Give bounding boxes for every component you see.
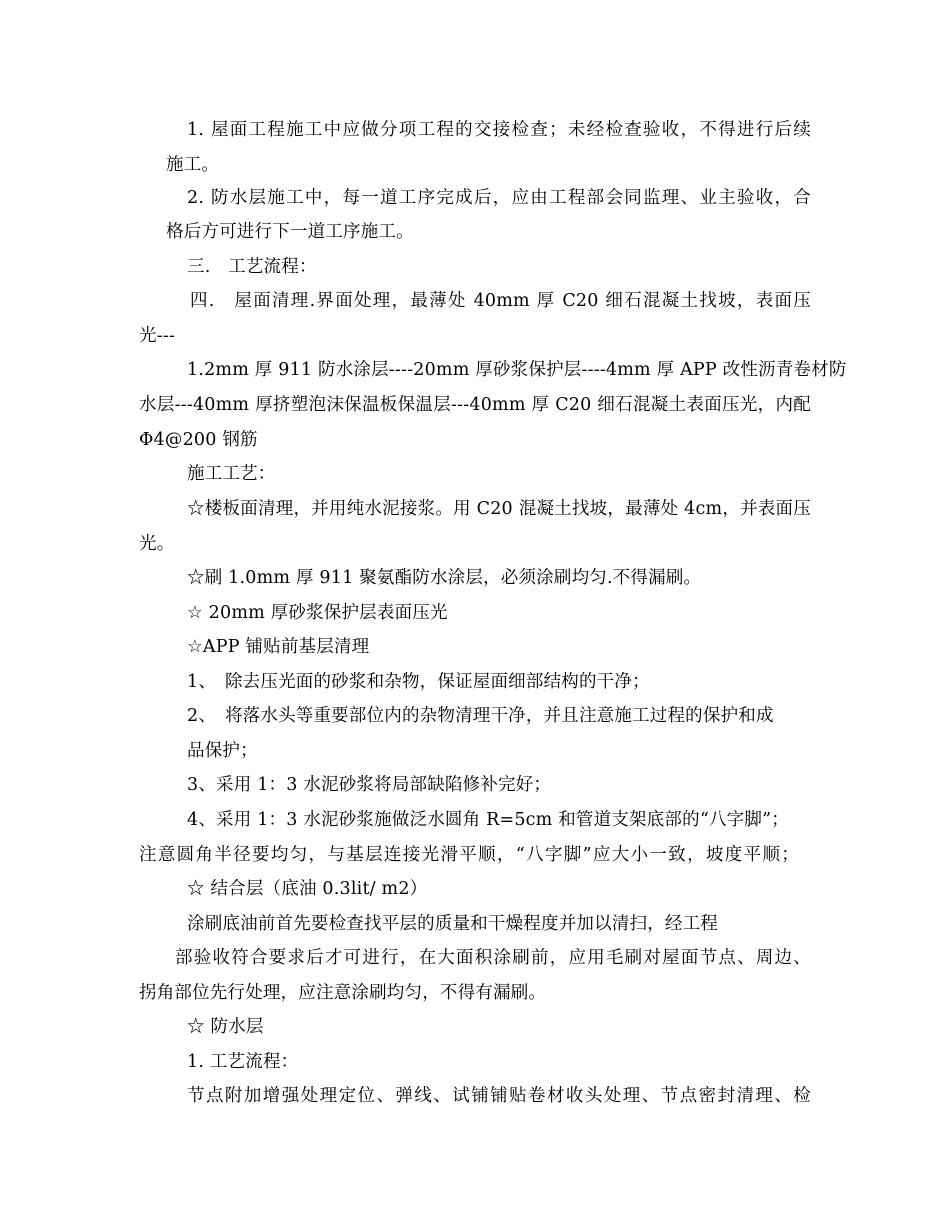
paragraph-line: 节点附加增强处理定位、弹线、试铺铺贴卷材收头处理、节点密封清理、检 <box>187 1086 811 1106</box>
paragraph-line: 1. 屋面工程施工中应做分项工程的交接检查；未经检查验收，不得进行后续 <box>187 120 811 140</box>
paragraph-line: 拐角部位先行处理，应注意涂刷均匀，不得有漏刷。 <box>139 983 547 1003</box>
paragraph-line: ☆刷 1.0mm 厚 911 聚氨酯防水涂层，必须涂刷均匀.不得漏刷。 <box>187 568 702 588</box>
paragraph-line: ☆ 防水层 <box>187 1017 264 1037</box>
paragraph-line: 施工。 <box>166 155 220 175</box>
paragraph-line: 1. 工艺流程： <box>187 1052 299 1072</box>
paragraph-line: 水层---40mm 厚挤塑泡沫保温板保温层---40mm 厚 C20 细石混凝土表面压光，内配 <box>139 395 811 415</box>
section-heading: 三. 工艺流程： <box>187 257 317 277</box>
paragraph-line: ☆楼板面清理，并用纯水泥接浆。用 C20 混凝土找坡，最薄处 4cm，并表面压 <box>187 499 811 519</box>
paragraph-line: 部验收符合要求后才可进行，在大面积涂刷前，应用毛刷对屋面节点、周边、 <box>175 948 811 968</box>
paragraph-line: 光--- <box>139 326 176 346</box>
paragraph-line: 四. 屋面清理.界面处理，最薄处 40mm 厚 C20 细石混凝土找坡，表面压 <box>190 291 811 311</box>
paragraph-line: ☆ 20mm 厚砂浆保护层表面压光 <box>187 603 448 623</box>
paragraph-line: ☆APP 铺贴前基层清理 <box>187 637 370 657</box>
paragraph-line: 格后方可进行下一道工序施工。 <box>166 222 414 242</box>
paragraph-line: 注意圆角半径要均匀，与基层连接光滑平顺，“八字脚”应大小一致，坡度平顺； <box>139 845 799 865</box>
list-item: 1、 除去压光面的砂浆和杂物，保证屋面细部结构的干净； <box>187 672 650 692</box>
subheading: 施工工艺： <box>187 464 276 484</box>
list-item: 4、采用 1：3 水泥砂浆施做泛水圆角 R=5cm 和管道支架底部的“八字脚”； <box>187 810 789 830</box>
list-item: 3、采用 1：3 水泥砂浆将局部缺陷修补完好； <box>187 775 552 795</box>
paragraph-line: Φ4@200 钢筋 <box>139 430 258 450</box>
paragraph-line: 1.2mm 厚 911 防水涂层----20mm 厚砂浆保护层----4mm 厚 APP 改性沥青卷材防 <box>187 360 847 380</box>
paragraph-line: 涂刷底油前首先要检查找平层的质量和干燥程度并加以清扫，经工程 <box>187 914 718 934</box>
paragraph-line: 光。 <box>139 534 175 554</box>
list-item: 2、 将落水头等重要部位内的杂物清理干净，并且注意施工过程的保护和成 <box>187 706 774 726</box>
list-item-continuation: 品保护； <box>187 741 258 761</box>
paragraph-line: ☆ 结合层（底油 0.3lit/ m2） <box>187 879 428 899</box>
paragraph-line: 2. 防水层施工中，每一道工序完成后，应由工程部会同监理、业主验收，合 <box>187 188 811 208</box>
